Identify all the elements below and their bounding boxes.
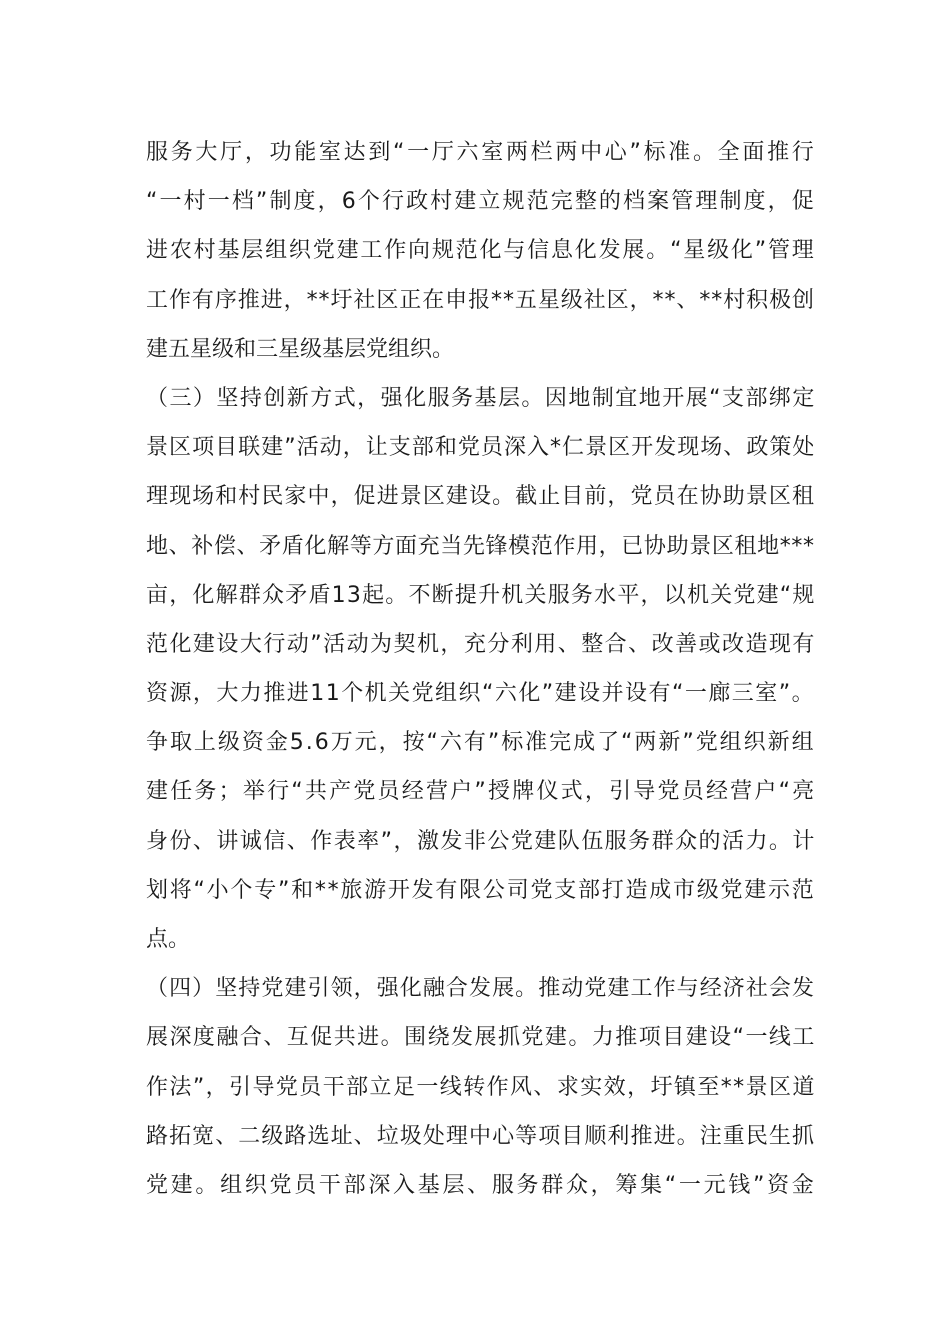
text-line: （四）坚持党建引领，强化融合发展。推动党建工作与经济社会发: [146, 976, 816, 1002]
text-line: 进农村基层组织党建工作向规范化与信息化发展。“星级化”管理: [146, 238, 816, 264]
text-line: 展深度融合、互促共进。围绕发展抓党建。力推项目建设“一线工: [146, 1025, 816, 1051]
text-line: 路拓宽、二级路选址、垃圾处理中心等项目顺利推进。注重民生抓: [146, 1123, 816, 1149]
text-line: 景区项目联建”活动，让支部和党员深入*仁景区开发现场、政策处: [146, 435, 816, 461]
text-line: 资源，大力推进11个机关党组织“六化”建设并设有“一廊三室”。: [146, 681, 816, 707]
text-line: 党建。组织党员干部深入基层、服务群众，筹集“一元钱”资金: [146, 1172, 817, 1198]
text-line: “一村一档”制度，6个行政村建立规范完整的档案管理制度，促: [146, 189, 816, 215]
text-line: 身份、讲诚信、作表率”，激发非公党建队伍服务群众的活力。计: [146, 828, 816, 854]
text-line: 范化建设大行动”活动为契机，充分利用、整合、改善或改造现有: [146, 631, 816, 657]
text-line: 工作有序推进，**圩社区正在申报**五星级社区，**、**村积极创: [146, 287, 815, 313]
text-line: 亩，化解群众矛盾13起。不断提升机关服务水平，以机关党建“规: [146, 582, 816, 608]
document-body: [146, 128, 817, 1210]
text-line: 服务大厅，功能室达到“一厅六室两栏两中心”标准。全面推行: [146, 140, 817, 165]
text-line: 理现场和村民家中，促进景区建设。截止目前，党员在协助景区租: [146, 484, 816, 510]
text-line: 建五星级和三星级基层党组织。: [146, 336, 455, 362]
text-line: 建任务；举行“共产党员经营户”授牌仪式，引导党员经营户“亮: [146, 779, 817, 805]
text-line: 争取上级资金5.6万元，按“六有”标准完成了“两新”党组织新组: [146, 730, 816, 756]
text-line: 作法”，引导党员干部立足一线转作风、求实效，圩镇至**景区道: [146, 1074, 816, 1100]
text-line: 划将“小个专”和**旅游开发有限公司党支部打造成市级党建示范: [146, 877, 816, 903]
text-line: 地、补偿、矛盾化解等方面充当先锋模范作用，已协助景区租地***: [146, 533, 815, 559]
text-line: 点。: [146, 927, 191, 952]
text-line: （三）坚持创新方式，强化服务基层。因地制宜地开展“支部绑定: [146, 385, 816, 411]
